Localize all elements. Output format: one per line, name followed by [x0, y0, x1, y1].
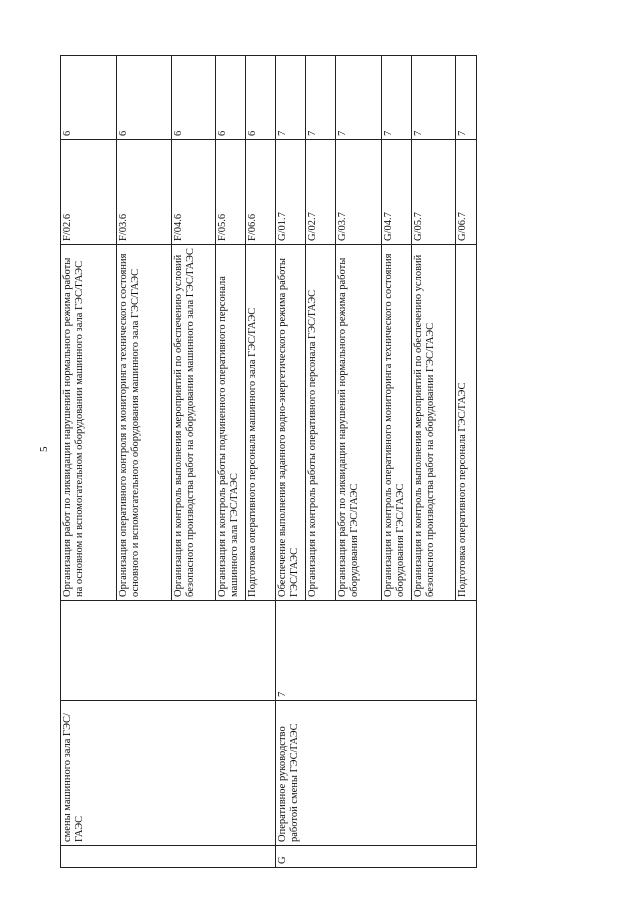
labor-function-level-cell: 7: [336, 56, 382, 140]
general-function-level-cell: 7: [276, 601, 477, 701]
labor-function-code-cell: F/06.6: [246, 140, 276, 245]
labor-function-level-cell: 6: [246, 56, 276, 140]
labor-function-name-cell: Подготовка оперативного персонала машинного зала ГЭС/ГАЭС: [246, 245, 276, 601]
general-function-code-cell: G: [276, 846, 477, 868]
labor-function-level-cell: 7: [456, 56, 477, 140]
labor-function-level-cell: 6: [216, 56, 246, 140]
labor-function-name-cell: Организация работ по ликвидации нарушений нормального режима работы оборудования ГЭС/ГАЭС: [336, 245, 382, 601]
table-row: [276, 56, 306, 868]
labor-function-level-cell: 6: [117, 56, 172, 140]
labor-function-level-cell: 7: [306, 56, 336, 140]
labor-function-code-cell: F/04.6: [172, 140, 216, 245]
labor-function-level-cell: 7: [382, 56, 412, 140]
labor-function-name-cell: Организация и контроль выполнения мероприятий по обеспечению условий безопасного производства работ на оборудовании ГЭС/ГАЭС: [412, 245, 456, 601]
table-row: [61, 56, 117, 868]
labor-function-level-cell: 6: [172, 56, 216, 140]
labor-function-name-cell: Организация и контроль оперативного мониторинга технического состояния оборудования ГЭС/ГАЭС: [382, 245, 412, 601]
labor-function-level-cell: 6: [61, 56, 117, 140]
labor-function-code-cell: F/02.6: [61, 140, 117, 245]
labor-function-code-cell: G/02.7: [306, 140, 336, 245]
labor-function-code-cell: F/03.6: [117, 140, 172, 245]
labor-function-name-cell: Подготовка оперативного персонала ГЭС/ГАЭС: [456, 245, 477, 601]
labor-function-name-cell: Организация и контроль работы подчиненного оперативного персонала машинного зала ГЭС/ГАЭС: [216, 245, 246, 601]
page-number: 5: [38, 446, 50, 452]
labor-function-code-cell: G/03.7: [336, 140, 382, 245]
labor-function-name-cell: Обеспечение выполнения заданного водно-энергетического режима работы ГЭС/ГАЭС: [276, 245, 306, 601]
general-function-name-cell: смены машинного зала ГЭС/ГАЭС: [61, 701, 276, 846]
professional-functions-table: [60, 55, 477, 868]
labor-function-code-cell: G/01.7: [276, 140, 306, 245]
labor-function-name-cell: Организация оперативного контроля и мониторинга технического состояния основного и вспомогательного оборудования машинного зала ГЭС/ГАЭС: [117, 245, 172, 601]
labor-function-code-cell: G/04.7: [382, 140, 412, 245]
general-function-name-cell: Оперативное руководство работой смены ГЭС/ГАЭС: [276, 701, 477, 846]
general-function-code-cell: [61, 846, 276, 868]
table-container: [60, 56, 476, 868]
labor-function-level-cell: 7: [276, 56, 306, 140]
labor-function-level-cell: 7: [412, 56, 456, 140]
labor-function-name-cell: Организация и контроль работы оперативного персонала ГЭС/ГАЭС: [306, 245, 336, 601]
labor-function-code-cell: G/05.7: [412, 140, 456, 245]
labor-function-name-cell: Организация и контроль выполнения мероприятий по обеспечению условий безопасного производства работ на оборудовании машинного зала ГЭС/ГАЭС: [172, 245, 216, 601]
general-function-level-cell: [61, 601, 276, 701]
labor-function-code-cell: F/05.6: [216, 140, 246, 245]
labor-function-name-cell: Организация работ по ликвидации нарушений нормального режима работы на основном и вспомогательном оборудовании машинного зала ГЭС/ГАЭС: [61, 245, 117, 601]
labor-function-code-cell: G/06.7: [456, 140, 477, 245]
